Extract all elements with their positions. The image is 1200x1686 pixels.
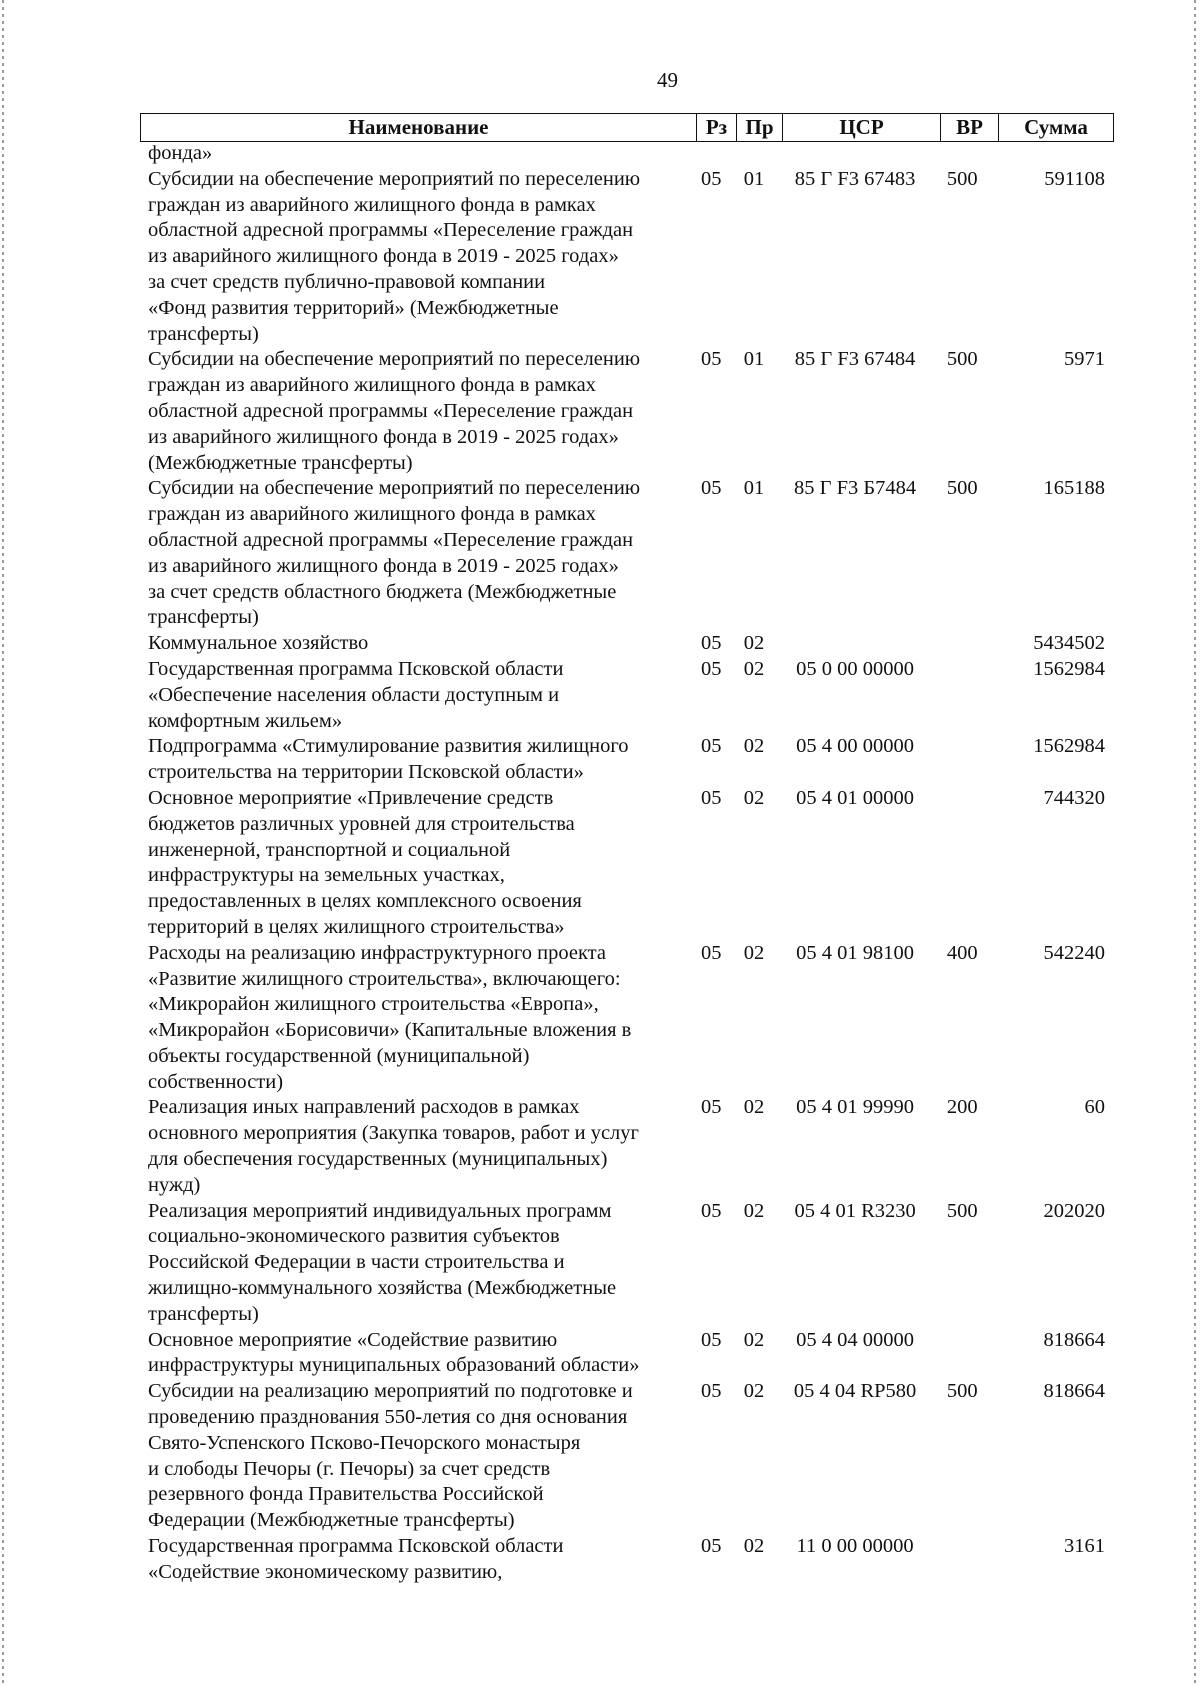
row-sum: 591108 xyxy=(1044,167,1105,190)
row-vr xyxy=(933,734,991,786)
row-csr xyxy=(777,631,934,657)
row-vr xyxy=(933,1328,991,1380)
row-pr: 02 xyxy=(743,941,765,964)
table-header xyxy=(140,113,1114,142)
row-sum: 5434502 xyxy=(1033,632,1105,655)
row-rz: 05 xyxy=(701,1199,722,1222)
table-row xyxy=(140,1328,1113,1380)
scan-edge-left xyxy=(2,0,4,1686)
table-row xyxy=(140,141,1113,167)
row-sum: 5971 xyxy=(1064,348,1105,371)
header-name: Наименование xyxy=(141,114,697,142)
row-pr: 02 xyxy=(743,1380,765,1403)
row-rz: 05 xyxy=(701,941,722,964)
row-pr: 02 xyxy=(743,1535,765,1558)
header-rz: Рз xyxy=(697,114,737,142)
row-csr: 05 4 00 00000 xyxy=(796,735,915,758)
table-row xyxy=(140,1534,1113,1586)
row-rz: 05 xyxy=(701,477,722,500)
row-sum xyxy=(991,141,1113,167)
row-name: Субсидии на обеспечение мероприятий по переселению граждан из аварийного жилищного фонда в рамках областной адресной программы «Переселение граждан из аварийного жилищного фонда в 2019 - 2025 годах» (Межбюджетные трансферты) xyxy=(148,348,641,474)
row-rz: 05 xyxy=(701,167,722,190)
row-rz: 05 xyxy=(701,1096,722,1119)
row-pr: 02 xyxy=(743,786,765,809)
row-sum: 818664 xyxy=(1043,1380,1105,1403)
row-csr: 05 4 01 98100 xyxy=(796,941,915,964)
table-row xyxy=(140,476,1113,631)
row-name: Основное мероприятие «Привлечение средств бюджетов различных уровней для строительства инженерной, транспортной и социальной инфраструктуры на земельных участках, предоставленных в целях комплексного освоения территорий в целях жилищного строительства» xyxy=(148,786,582,938)
row-pr: 02 xyxy=(743,1096,765,1119)
row-name: Основное мероприятие «Содействие развитию инфраструктуры муниципальных образований области» xyxy=(148,1328,640,1377)
row-csr: 05 4 04 RP580 xyxy=(793,1380,917,1403)
table-row xyxy=(140,657,1113,734)
row-name: Расходы на реализацию инфраструктурного проекта «Развитие жилищного строительства», включающего: «Микрорайон жилищного строительства «Европа», «Микрорайон «Борисовичи» (Капитальные вложения в объекты государственной (муниципальной) собственности) xyxy=(148,941,632,1093)
row-name: Государственная программа Псковской области «Содействие экономическому развитию, xyxy=(148,1535,564,1583)
row-vr: 500 xyxy=(946,167,978,190)
row-pr: 02 xyxy=(743,735,765,758)
row-csr: 85 Г F3 Б7484 xyxy=(794,477,917,500)
row-csr: 05 4 01 00000 xyxy=(796,786,915,809)
row-name: Субсидии на обеспечение мероприятий по переселению граждан из аварийного жилищного фонда в рамках областной адресной программы «Переселение граждан из аварийного жилищного фонда в 2019 - 2025 годах» за счет средств областного бюджета (Межбюджетные трансферты) xyxy=(148,477,641,629)
row-csr xyxy=(777,141,934,167)
table-row xyxy=(140,1095,1113,1198)
row-sum: 3161 xyxy=(1064,1535,1105,1558)
table-row xyxy=(140,347,1113,476)
row-sum: 60 xyxy=(1084,1096,1105,1119)
row-vr xyxy=(933,631,991,657)
row-rz: 05 xyxy=(701,786,722,809)
row-sum: 165188 xyxy=(1043,477,1105,500)
row-sum: 542240 xyxy=(1043,941,1105,964)
row-pr: 02 xyxy=(743,1328,765,1351)
table-row xyxy=(140,1199,1113,1328)
row-sum: 744320 xyxy=(1043,786,1105,809)
row-rz: 05 xyxy=(701,657,722,680)
row-rz: 05 xyxy=(701,1380,722,1403)
row-sum: 818664 xyxy=(1043,1328,1105,1351)
row-rz: 05 xyxy=(701,735,722,758)
row-rz: 05 xyxy=(701,632,722,655)
row-name: Государственная программа Псковской области «Обеспечение населения области доступным и комфортным жильем» xyxy=(148,657,564,732)
row-pr: 02 xyxy=(743,1199,765,1222)
row-rz: 05 xyxy=(701,1535,722,1558)
row-vr: 500 xyxy=(946,1199,978,1222)
row-name: Субсидии на обеспечение мероприятий по переселению граждан из аварийного жилищного фонда в рамках областной адресной программы «Переселение граждан из аварийного жилищного фонда в 2019 - 2025 годах» за счет средств публично-правовой компании «Фонд развития территорий» (Межбюджетные трансферты) xyxy=(148,167,641,345)
row-vr: 500 xyxy=(946,1380,978,1403)
header-vr: ВР xyxy=(941,114,999,142)
row-csr: 11 0 00 00000 xyxy=(796,1535,914,1558)
row-rz xyxy=(691,141,731,167)
page-number: 49 xyxy=(657,68,678,92)
row-name: Подпрограмма «Стимулирование развития жилищного строительства на территории Псковской области» xyxy=(148,735,629,784)
row-pr: 01 xyxy=(743,348,765,371)
row-sum: 202020 xyxy=(1043,1199,1105,1222)
row-vr xyxy=(933,786,991,941)
row-name: Коммунальное хозяйство xyxy=(148,632,369,655)
row-name: Реализация иных направлений расходов в рамках основного мероприятия (Закупка товаров, работ и услуг для обеспечения государственных (муниципальных) нужд) xyxy=(148,1096,639,1196)
row-sum: 1562984 xyxy=(1033,657,1105,680)
table-row xyxy=(140,631,1113,657)
row-pr: 01 xyxy=(743,477,765,500)
row-csr: 85 Г F3 67484 xyxy=(794,348,916,371)
row-sum: 1562984 xyxy=(1033,735,1105,758)
table-row xyxy=(140,734,1113,786)
table-row xyxy=(140,941,1113,1096)
row-csr: 05 4 01 R3230 xyxy=(794,1199,916,1222)
row-vr: 400 xyxy=(946,941,978,964)
table-row xyxy=(140,167,1113,348)
row-vr xyxy=(933,141,991,167)
row-name: фонда» xyxy=(148,142,213,164)
header-pr: Пр xyxy=(737,114,783,142)
row-pr: 02 xyxy=(743,657,765,680)
row-csr: 05 4 01 99990 xyxy=(796,1096,915,1119)
row-name: Реализация мероприятий индивидуальных программ социально-экономического развития субъектов Российской Федерации в части строительства и жилищно-коммунального хозяйства (Межбюджетные трансферты) xyxy=(148,1199,617,1325)
table-row xyxy=(140,786,1113,941)
table-row xyxy=(140,1379,1113,1534)
row-csr: 05 4 04 00000 xyxy=(796,1328,915,1351)
row-vr: 500 xyxy=(946,348,978,371)
row-pr xyxy=(731,141,777,167)
scan-edge-right xyxy=(1194,0,1196,1686)
row-csr: 05 0 00 00000 xyxy=(796,657,915,680)
row-pr: 02 xyxy=(743,632,765,655)
row-vr: 500 xyxy=(946,477,978,500)
header-csr: ЦСР xyxy=(783,114,941,142)
table-body xyxy=(140,141,1113,1586)
row-name: Субсидии на реализацию мероприятий по подготовке и проведению празднования 550-летия со дня основания Свято-Успенского Псково-Печорского монастыря и слободы Печоры (г. Печоры) за счет средств резервного фонда Правительства Российской Федерации (Межбюджетные трансферты) xyxy=(148,1380,633,1532)
row-vr: 200 xyxy=(946,1096,978,1119)
row-rz: 05 xyxy=(701,348,722,371)
row-vr xyxy=(933,1534,991,1586)
row-pr: 01 xyxy=(743,167,765,190)
row-vr xyxy=(933,657,991,734)
row-rz: 05 xyxy=(701,1328,722,1351)
header-sum: Сумма xyxy=(999,114,1114,142)
row-csr: 85 Г F3 67483 xyxy=(794,167,916,190)
